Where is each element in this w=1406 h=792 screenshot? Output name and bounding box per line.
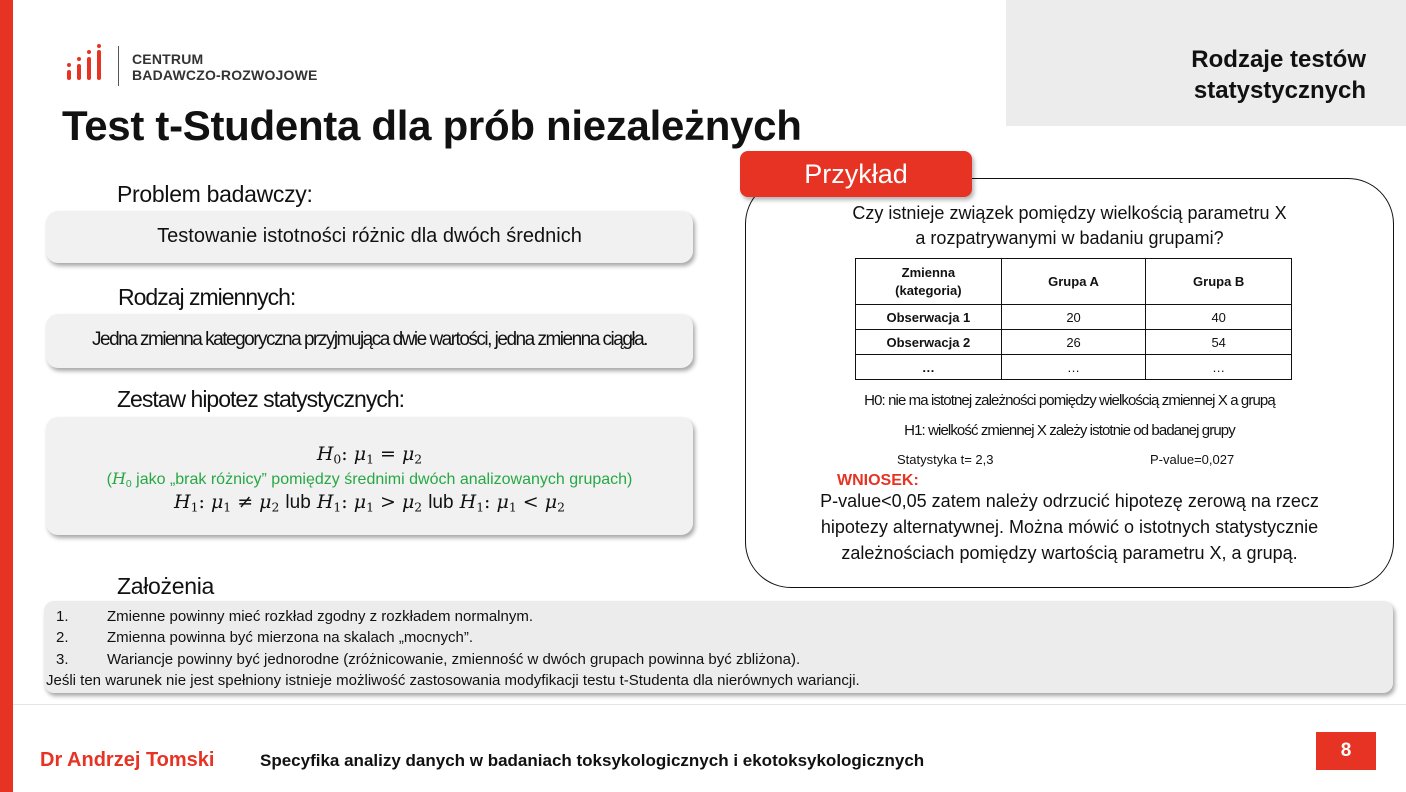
variables-card: [46, 314, 693, 368]
problem-card: [46, 211, 693, 263]
hypotheses-card: [46, 417, 693, 535]
or-word-1: lub: [285, 492, 311, 513]
assumptions-footnote: Jeśli ten warunek nie jest spełniony istnieje możliwość zastosowania modyfikacji testu t-Studenta dla nierównych wariancji.: [46, 672, 860, 689]
table-cell: 54: [1146, 330, 1292, 355]
example-tab: Przykład: [740, 151, 972, 197]
assumptions-card: [44, 601, 1393, 693]
assumption-number: 2.: [56, 629, 69, 646]
topic-box: [1006, 0, 1406, 126]
logo-text: [132, 51, 318, 83]
conclusion-label: WNIOSEK:: [837, 472, 919, 489]
footer-divider: [13, 704, 1406, 705]
hypotheses-label: Zestaw hipotez statystycznych:: [117, 386, 405, 412]
table-header-cell: Zmienna (kategoria): [856, 259, 1002, 305]
left-accent-bar: [0, 0, 13, 792]
observations-table: [855, 258, 1292, 380]
table-header-cell: Grupa A: [1001, 259, 1146, 305]
conclusion-text: P-value<0,05 zatem należy odrzucić hipotezę zerową na rzecz hipotezy alternatywnej. Można mówić o istotnych statystycznie zależnościach pomiędzy wartością parametru X, a grupą.: [820, 491, 1319, 563]
variables-text: Jedna zmienna kategoryczna przyjmująca dwie wartości, jedna zmienna ciągła.: [92, 329, 647, 350]
topic-title: Rodzaje testów statystycznych: [1191, 46, 1366, 104]
variables-label: Rodzaj zmiennych:: [118, 284, 296, 310]
problem-label: Problem badawczy:: [117, 181, 313, 207]
problem-text: Testowanie istotności różnic dla dwóch średnich: [157, 225, 582, 247]
example-h1: H1: wielkość zmiennej X zależy istotnie od badanej grupy: [904, 422, 1235, 439]
logo: [66, 44, 336, 88]
page-number: 8: [1316, 732, 1376, 770]
assumption-number: 1.: [56, 608, 69, 625]
assumption-text: Zmienne powinny mieć rozkład zgodny z rozkładem normalnym.: [107, 608, 534, 625]
assumption-text: Wariancje powinny być jednorodne (zróżnicowanie, zmienność w dwóch grupach powinna być zbliżona).: [107, 651, 801, 668]
table-cell: Obserwacja 2: [856, 330, 1002, 355]
table-cell: …: [1146, 355, 1292, 380]
example-statistic: Statystyka t= 2,3: [897, 452, 994, 467]
h0-note: ($H_0$ jako „brak różnicy” pomiędzy średnimi dwóch analizowanych grupach): [106, 469, 633, 491]
footer-course: Specyfika analizy danych w badaniach toksykologicznych i ekotoksykologicznych: [260, 751, 925, 770]
assumption-number: 3.: [56, 651, 69, 668]
table-cell: 40: [1146, 305, 1292, 330]
table-cell: …: [856, 355, 1002, 380]
logo-bars-icon: [66, 44, 106, 88]
table-row: [856, 330, 1292, 355]
table-cell: …: [1001, 355, 1146, 380]
logo-divider: [118, 46, 119, 86]
logo-line-1: CENTRUM: [132, 51, 204, 67]
table-header-row: [856, 259, 1292, 305]
table-cell: 20: [1001, 305, 1146, 330]
table-header-cell: Grupa B: [1146, 259, 1292, 305]
h1-formula: $H_1$: $\mu_1 \ne \mu_2$ lub $H_1$: $\mu_1 > \mu_2$ lub $H_1$: $\mu_1 < \mu_2$: [174, 491, 565, 515]
table-row: [856, 355, 1292, 380]
example-h0: H0: nie ma istotnej zależności pomiędzy wielkością zmiennej X a grupą: [864, 392, 1275, 409]
h0-formula: $H_0$: $\mu_1 = \mu_2$: [316, 443, 423, 467]
page-title: Test t-Studenta dla prób niezależnych: [62, 102, 802, 149]
footer-author: Dr Andrzej Tomski: [40, 749, 215, 771]
example-p-value: P-value=0,027: [1150, 452, 1235, 467]
example-question: Czy istnieje związek pomiędzy wielkością parametru X a rozpatrywanymi w badaniu grupami?: [852, 203, 1287, 248]
table-cell: 26: [1001, 330, 1146, 355]
logo-line-2: BADAWCZO-ROZWOJOWE: [132, 67, 318, 83]
table-cell: Obserwacja 1: [856, 305, 1002, 330]
assumption-text: Zmienna powinna być mierzona na skalach „mocnych”.: [107, 629, 473, 646]
table-row: [856, 305, 1292, 330]
h0-note-text: jako „brak różnicy” pomiędzy średnimi dwóch analizowanych grupach): [136, 471, 633, 488]
or-word-2: lub: [428, 492, 454, 513]
assumptions-label: Założenia: [117, 573, 215, 599]
